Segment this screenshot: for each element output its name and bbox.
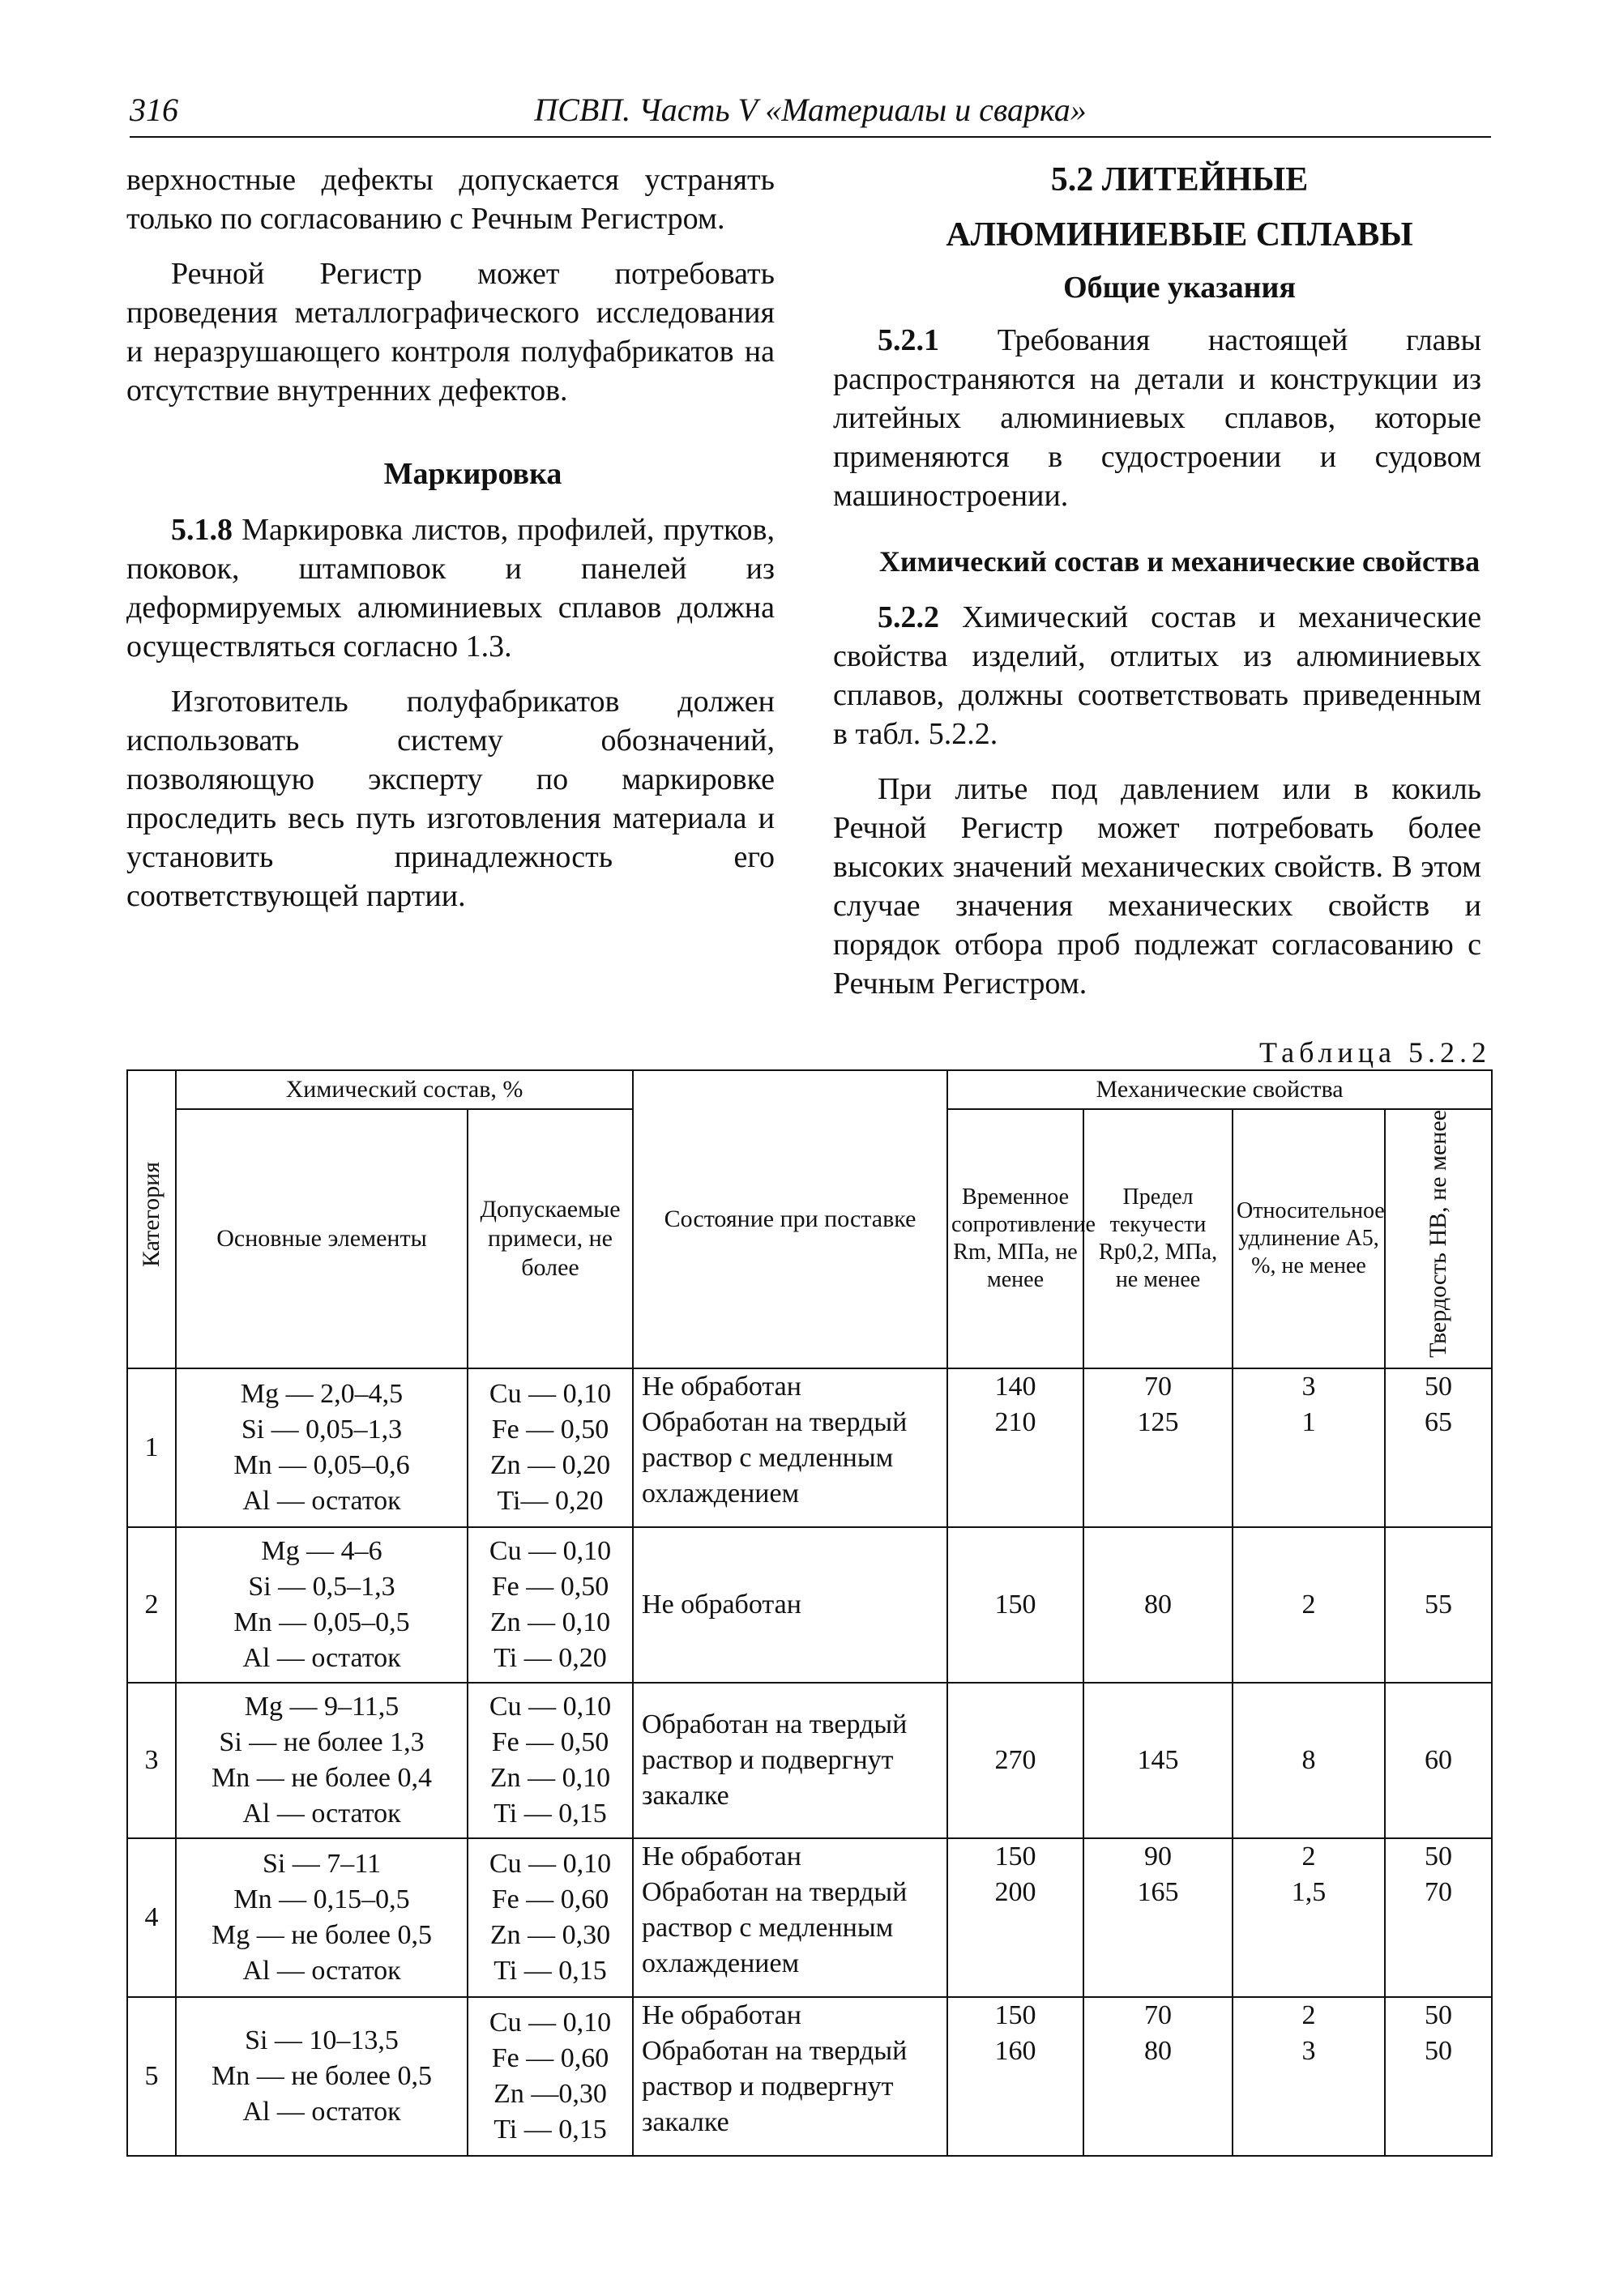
cell-impurities [468,1368,633,1527]
cell-hardness [1385,1683,1492,1838]
cell-delivery-state-line: Обработан на твердый раствор с медленным охлаждением [642,1406,908,1509]
section-title-line: 5.2 ЛИТЕЙНЫЕ [1050,161,1309,198]
cell-hardness-line: 50 [1425,1841,1453,1871]
cell-main-elements-line: Mn — 0,05–0,6 [233,1449,410,1480]
cell-hardness [1385,1838,1492,1997]
cell-elongation [1233,1683,1385,1838]
header-mechanical-properties: Механические свойства [947,1070,1492,1109]
cell-tensile [947,1527,1083,1683]
cell-tensile [947,1838,1083,1997]
cell-hardness-line: 55 [1425,1589,1453,1620]
cell-hardness-line: 60 [1425,1744,1453,1775]
cell-delivery-state-line: Обработан на твердый раствор и подвергнут закалке [642,1709,908,1811]
cell-elongation [1233,1527,1385,1683]
page-number: 316 [130,92,178,128]
cell-main-elements [176,1527,468,1683]
cell-elongation-line: 2 [1301,1589,1316,1620]
cell-main-elements-line: Al — остаток [242,1798,401,1829]
cell-impurities-line: Fe — 0,50 [491,1414,609,1445]
paragraph-text: Требования настоящей главы распространяются на детали и конструкции из литейных алюминиевых сплавов, которые применяются в судостроении и судовом машиностроении. [833,323,1482,513]
cell-main-elements-line: Si — 0,5–1,3 [248,1571,395,1602]
cell-yield-line: 70 [1144,1999,1173,2030]
cell-tensile-line: 140 [994,1371,1036,1402]
cell-main-elements-line: Si — 10–13,5 [245,2025,399,2055]
cell-tensile [947,1997,1083,2156]
cell-elongation-line: 1 [1301,1406,1316,1437]
cell-tensile-line: 200 [994,1876,1036,1907]
subsection-heading: Общие указания [1063,271,1296,305]
cell-category: 5 [127,1997,176,2156]
cell-delivery-state-line: Не обработан [642,1841,801,1871]
cell-yield-line: 165 [1137,1876,1179,1907]
header-yield-strength: Предел текучести Rp0,2, МПа, не менее [1083,1109,1233,1368]
section-heading-marking: Маркировка [383,457,562,491]
cell-main-elements-line: Mn — 0,15–0,5 [233,1884,410,1914]
header-hardness: Твердость НВ, не менее [1385,1109,1492,1368]
cell-hardness-line: 70 [1425,1876,1453,1907]
paragraph-5-2-2 [833,598,1481,753]
cell-yield [1083,1683,1233,1838]
cell-delivery-state [633,1683,947,1838]
cell-delivery-state [633,1997,947,2156]
cell-impurities-line: Ti — 0,20 [494,1642,607,1673]
cell-impurities-line: Ti— 0,20 [497,1485,604,1516]
cell-category: 4 [127,1838,176,1997]
cell-category: 3 [127,1683,176,1838]
cell-main-elements-line: Mg — не более 0,5 [211,1919,433,1950]
cell-main-elements [176,1997,468,2156]
cell-main-elements [176,1368,468,1527]
cell-impurities-line: Cu — 0,10 [489,1691,612,1722]
cell-yield-line: 80 [1144,1589,1173,1620]
cell-category: 1 [127,1368,176,1527]
cell-yield [1083,1997,1233,2156]
cell-impurities-line: Zn — 0,30 [489,1919,611,1950]
cell-yield-line: 125 [1137,1406,1179,1437]
cell-yield-line: 80 [1144,2035,1173,2066]
cell-impurities-line: Fe — 0,60 [491,2042,609,2073]
cell-delivery-state-line: Не обработан [642,1371,801,1402]
header-elongation: Относительное удлинение A5, %, не менее [1233,1109,1385,1368]
cell-delivery-state-line: Не обработан [642,1589,801,1620]
cell-hardness-line: 50 [1425,1371,1453,1402]
cell-impurities-line: Zn — 0,10 [489,1762,611,1793]
cell-tensile-line: 150 [994,1589,1036,1620]
cell-hardness [1385,1527,1492,1683]
cell-tensile-line: 160 [994,2035,1036,2066]
cell-yield [1083,1527,1233,1683]
cell-main-elements-line: Mg — 4–6 [261,1535,382,1566]
cell-category: 2 [127,1527,176,1683]
cell-delivery-state-line: Обработан на твердый раствор с медленным охлаждением [642,1876,908,1978]
cell-main-elements-line: Mg — 2,0–4,5 [240,1378,404,1409]
running-header [130,91,1491,138]
cell-delivery-state [633,1527,947,1683]
paragraph-5-1-8 [126,510,775,666]
cell-impurities-line: Ti — 0,15 [494,2114,607,2144]
cell-delivery-state [633,1838,947,1997]
cell-tensile [947,1683,1083,1838]
alloy-properties-table [126,1069,1493,2157]
table-row [127,1997,1492,2156]
table-row [127,1368,1492,1527]
cell-tensile-line: 150 [994,1841,1036,1871]
cell-tensile-line: 150 [994,1999,1036,2030]
cell-impurities-line: Fe — 0,50 [491,1726,609,1757]
clause-number: 5.2.2 [878,600,939,634]
running-title: ПСВП. Часть V «Материалы и сварка» [534,92,1087,128]
cell-elongation-line: 3 [1301,1371,1316,1402]
cell-impurities-line: Cu — 0,10 [489,2007,612,2038]
cell-impurities-line: Zn —0,30 [494,2078,607,2109]
cell-main-elements-line: Mg — 9–11,5 [244,1691,400,1722]
cell-impurities [468,1683,633,1838]
cell-main-elements-line: Mn — 0,05–0,5 [233,1607,410,1637]
paragraph: Изготовитель полуфабрикатов должен использовать систему обозначений, позволяющую эксперту по маркировке проследить весь путь изготовления материала и установить принадлежность его соответствующей партии. [126,685,775,913]
cell-hardness-line: 50 [1425,1999,1453,2030]
cell-impurities-line: Cu — 0,10 [489,1535,612,1566]
cell-main-elements-line: Mn — не более 0,4 [211,1762,433,1793]
cell-impurities [468,1527,633,1683]
paragraph: Речной Регистр может потребовать проведения металлографического исследования и неразрушающего контроля полуфабрикатов на отсутствие внутренних дефектов. [126,257,775,408]
clause-number: 5.1.8 [171,513,233,547]
table-row [127,1683,1492,1838]
cell-hardness [1385,1368,1492,1527]
cell-impurities-line: Zn — 0,20 [489,1449,611,1480]
cell-tensile-line: 270 [994,1744,1036,1775]
cell-elongation-line: 2 [1301,1999,1316,2030]
cell-delivery-state-line: Не обработан [642,1999,801,2030]
cell-hardness [1385,1997,1492,2156]
cell-impurities-line: Ti — 0,15 [494,1798,607,1829]
cell-elongation-line: 2 [1301,1841,1316,1871]
cell-delivery-state [633,1368,947,1527]
table-caption: Таблица 5.2.2 [1259,1036,1491,1069]
cell-delivery-state-line: Обработан на твердый раствор и подвергнут закалке [642,2035,908,2137]
cell-impurities [468,1997,633,2156]
cell-main-elements-line: Mn — не более 0,5 [211,2060,433,2091]
cell-elongation [1233,1997,1385,2156]
header-chemical-composition: Химический состав, % [176,1070,633,1109]
cell-impurities-line: Ti — 0,15 [494,1955,607,1986]
cell-elongation-line: 3 [1301,2035,1316,2066]
cell-tensile [947,1368,1083,1527]
cell-yield-line: 145 [1137,1744,1179,1775]
cell-hardness-line: 65 [1425,1406,1453,1437]
cell-yield-line: 90 [1144,1841,1173,1871]
paragraph-5-2-1 [833,321,1481,515]
right-column [833,160,1481,1019]
cell-elongation [1233,1838,1385,1997]
cell-yield-line: 70 [1144,1371,1173,1402]
cell-hardness-line: 50 [1425,2035,1453,2066]
left-column [126,160,775,932]
cell-yield [1083,1368,1233,1527]
cell-main-elements-line: Si — 7–11 [262,1848,382,1879]
cell-elongation-line: 1,5 [1291,1876,1327,1907]
cell-impurities-line: Fe — 0,60 [491,1884,609,1914]
header-tensile-strength: Временное сопротивление Rm, МПа, не менее [947,1109,1083,1368]
cell-impurities-line: Fe — 0,50 [491,1571,609,1602]
paragraph: При литье под давлением или в кокиль Речной Регистр может потребовать более высоких значений механических свойств. В этом случае значения механических свойств и порядок отбора проб подлежат согласованию с Речным Регистром. [833,772,1481,1001]
cell-impurities-line: Zn — 0,10 [489,1607,611,1637]
cell-impurities [468,1838,633,1997]
paragraph-text: Химический состав и механические свойства изделий, отлитых из алюминиевых сплавов, должны соответствовать приведенным в табл. 5.2.2. [833,600,1481,751]
cell-tensile-line: 210 [994,1406,1036,1437]
cell-main-elements-line: Si — 0,05–1,3 [241,1414,403,1445]
subsection-heading: Химический состав и механические свойства [878,545,1480,578]
header-delivery-state: Состояние при поставке [633,1070,947,1368]
cell-elongation-line: 8 [1301,1744,1316,1775]
header-main-elements: Основные элементы [176,1109,468,1368]
header-category: Категория [127,1070,176,1368]
header-impurities: Допускаемые примеси, не более [468,1109,633,1368]
cell-yield [1083,1838,1233,1997]
cell-main-elements-line: Al — остаток [242,1955,401,1986]
cell-impurities-line: Cu — 0,10 [489,1378,612,1409]
table-row [127,1527,1492,1683]
clause-number: 5.2.1 [878,323,939,357]
cell-main-elements-line: Al — остаток [242,1642,401,1673]
cell-main-elements-line: Al — остаток [242,1485,401,1516]
cell-main-elements-line: Si — не более 1,3 [219,1726,425,1757]
cell-main-elements [176,1838,468,1997]
section-title-line: АЛЮМИНИЕВЫЕ СПЛАВЫ [946,216,1413,254]
cell-elongation [1233,1368,1385,1527]
paragraph-text: Маркировка листов, профилей, прутков, поковок, штамповок и панелей из деформируемых алюминиевых сплавов должна осуществляться согласно 1.3. [126,513,775,664]
paragraph: верхностные дефекты допускается устранять только по согласованию с Речным Регистром. [126,163,775,236]
table-row [127,1838,1492,1997]
cell-main-elements [176,1683,468,1838]
cell-impurities-line: Cu — 0,10 [489,1848,612,1879]
cell-main-elements-line: Al — остаток [242,2096,401,2127]
